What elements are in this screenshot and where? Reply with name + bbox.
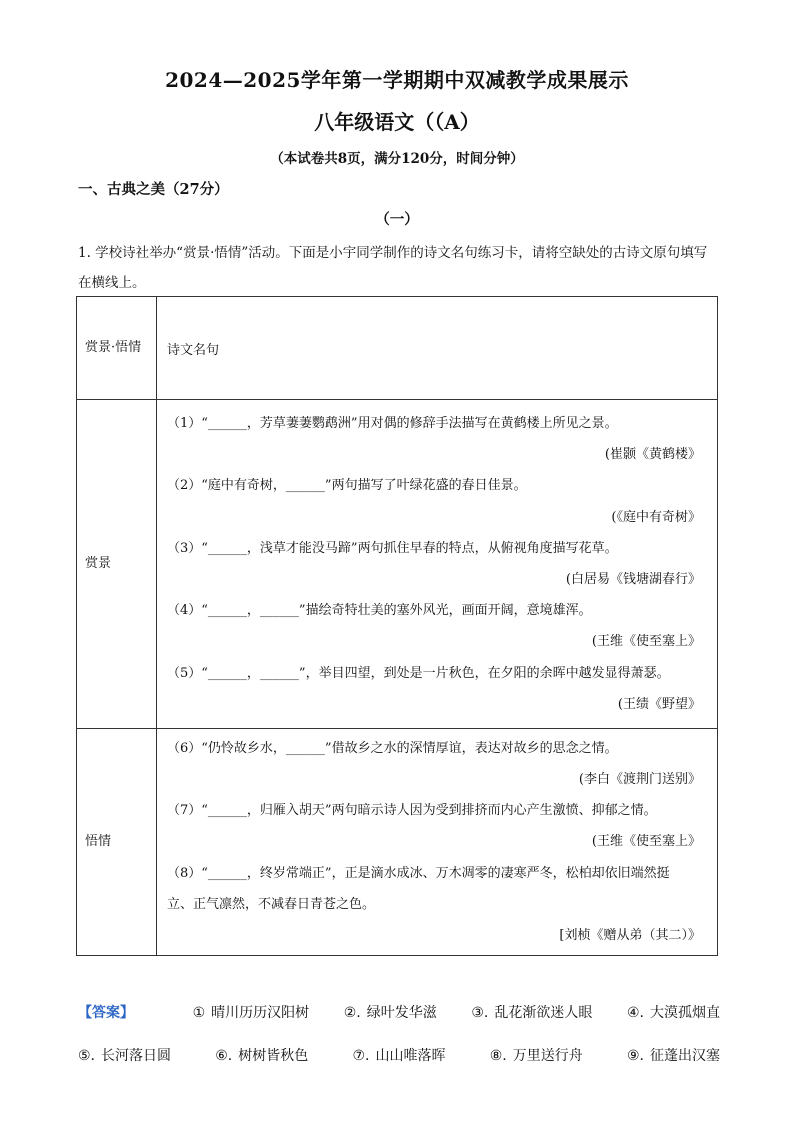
poem-source: (李白《渡荆门送别》 [578,772,701,788]
exam-title: 2024—2025学年第一学期期中双减教学成果展示 [165,68,629,92]
answer-number: ⑨. [626,1048,644,1064]
table-row [77,400,718,729]
answer-item [627,1045,720,1065]
poem-source: (王维《使至塞上》 [591,634,701,650]
answer-item [490,1045,583,1065]
poem-source: (王维《使至塞上》 [591,834,701,850]
answers-row-1 [78,1000,720,1024]
group-label: 悟情 [77,728,157,955]
poem-item: （1）“______，芳草萋萋鹦鹉洲”用对偶的修辞手法描写在黄鹤楼上所见之景。 [167,416,618,431]
poem-item: 立、正气凛然，不减春日青苍之色。 [167,896,376,912]
poem-source: (《庭中有奇树》 [611,509,701,525]
answer-text: 征蓬出汉塞 [649,1048,720,1064]
exam-note: （本试卷共8页，满分120分，时间分钟） [270,151,524,167]
poem-source: (白居易《钱塘湖春行》 [565,571,701,587]
question-text: 1. 学校诗社举办“赏景·悟情”活动。下面是小宇同学制作的诗文名句练习卡，请将空缺处的古诗文原句填写在横线上。 [78,245,708,291]
answer-number: ④. [626,1005,644,1021]
group-lines [157,728,718,955]
answer-item [352,1045,445,1065]
answer-text: 万里送行舟 [512,1048,583,1064]
answer-text: 晴川历历汉阳树 [211,1005,310,1021]
header-lines: 诗文名句 [157,297,718,400]
poem-item: （5）“______，______”，举目四望，到处是一片秋色，在夕阳的余晖中越发显得萧瑟。 [167,665,670,681]
table-row [77,728,718,955]
group-label: 赏景 [77,400,157,729]
poem-item: （4）“______，______”描绘奇特壮美的塞外风光，画面开阔，意境雄浑。 [167,603,592,619]
answer-number: ⑤. [78,1048,96,1064]
part-heading: （一） [375,211,419,228]
answer-number: ③. [471,1005,489,1021]
poem-item: （6）“仍怜故乡水，______”借故乡之水的深情厚谊，表达对故乡的思念之情。 [167,740,618,756]
group-lines [157,400,718,729]
answer-number: ②. [343,1005,361,1021]
answer-number: ⑦. [352,1048,370,1064]
poem-item: （8）“______，终岁常端正”，正是滴水成冰、万木凋零的凄寒严冬，松柏却依旧端然挺 [167,865,670,881]
answer-item [344,1002,437,1022]
answer-item [627,1002,720,1022]
table-header-row [77,297,718,400]
answer-number: ⑥. [215,1048,233,1064]
exam-subtitle: 八年级语文（（A） [314,110,480,134]
poem-item: （3）“______，浅草才能没马蹄”两句抓住早春的特点，从俯视角度描写花草。 [167,540,618,556]
answer-item [215,1045,308,1065]
answer-number: ⑧. [489,1048,507,1064]
poem-source: [刘桢《赠从弟（其二）》 [559,928,701,943]
practice-card-table [76,296,718,956]
answers-row-2 [78,1043,720,1067]
answer-item [471,1002,592,1022]
answer-label: 【答案】 [78,1005,134,1021]
answer-text: 树树皆秋色 [238,1048,309,1064]
poem-item: （2）“庭中有奇树，______”两句描写了叶绿花盛的春日佳景。 [167,478,527,494]
poem-source: (王绩《野望》 [617,696,701,712]
answer-item [78,1045,171,1065]
answer-text: 乱花渐欲迷人眼 [494,1005,593,1021]
answer-item [193,1002,310,1022]
header-category: 赏景·悟情 [77,297,157,400]
section-heading: 一、古典之美（27分） [78,181,229,198]
answer-text: 大漠孤烟直 [649,1005,720,1021]
answer-text: 长河落日圆 [101,1048,172,1064]
answer-text: 山山唯落晖 [375,1048,446,1064]
answer-text: 绿叶发华滋 [366,1005,437,1021]
answer-number: ① [192,1005,206,1021]
poem-source: (崔颢《黄鹤楼》 [604,447,701,463]
poem-item: （7）“______，归雁入胡天”两句暗示诗人因为受到排挤而内心产生激愤、抑郁之情。 [167,803,657,819]
